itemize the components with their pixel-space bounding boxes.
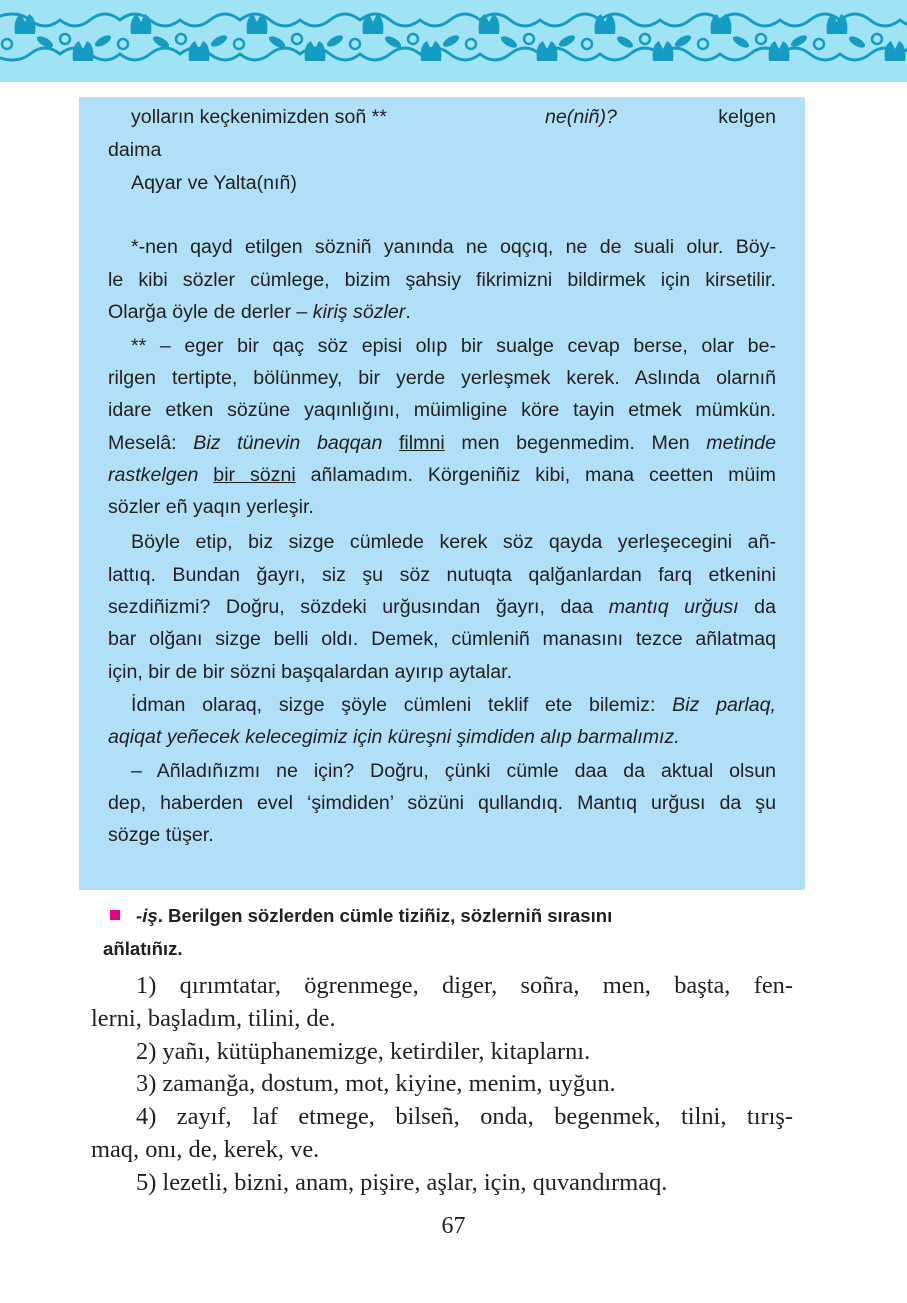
footnote-1-line: *-nen qayd etilgen sözniñ yanında ne oqçıq, ne de suali olur. Böy-: [131, 236, 776, 258]
text-span: kelgen: [718, 106, 776, 128]
text-span: añlamadım. Körgeniñiz kibi, mana ceetten müim: [295, 464, 776, 486]
footnote-2-line: [108, 431, 776, 455]
footnote-1-line: [108, 300, 776, 324]
text-span: men begenmedim. Men: [461, 432, 707, 454]
paragraph-line: dep, haberden evel ‘şimdiden’ sözüni qullandıq. Mantıq urğusı da şu: [108, 792, 776, 814]
footnote-2-line: [108, 463, 776, 487]
text-span: Olarğa öyle de derler –: [108, 301, 313, 323]
example-sentence: aqiqat yeñecek kelecegimiz için küreşni şimdiden alıp barmalımız.: [108, 726, 680, 748]
text-span: da: [738, 596, 776, 618]
floral-ornament-header: [0, 0, 907, 82]
text-span: İdman olaraq, sizge şöyle cümleni teklif ete bilemiz:: [131, 694, 673, 716]
flower-motif: [176, 33, 229, 61]
paragraph-line: bar olğanı sizge belli oldı. Demek, cümleniñ manasını tezce añlatmaq: [108, 628, 776, 650]
page-number: 67: [441, 1213, 466, 1239]
exercise-item: 3) zamanğa, dostum, mot, kiyine, menim, uyğun.: [136, 1070, 616, 1097]
exercise-item: 2) yañı, kütüphanemizge, ketirdiler, kitaplarnı.: [136, 1038, 591, 1065]
flower-motif: [524, 33, 577, 61]
text-span: sezdiñizmi? Doğru, sözdeki urğusından ğayrı, daa: [108, 596, 609, 618]
paragraph-line: lattıq. Bundan ğayrı, siz şu söz nutuqta qalğanlardan farq etkenini: [108, 564, 776, 586]
exercise-title: [136, 904, 612, 928]
exercise-item: lerni, başladım, tilini, de.: [91, 1005, 336, 1032]
footnote-2-line: sözler eñ yaqın yerleşir.: [108, 496, 314, 518]
exercise-item: maq, onı, de, kerek, ve.: [91, 1136, 320, 1163]
flower-motif: [118, 14, 171, 50]
footnote-1-line: le kibi sözler cümlege, bizim şahsiy fikrimizni bildirmek için kirsetilir.: [108, 269, 776, 291]
text-span: . Berilgen sözlerden cümle tiziñiz, sözlerniñ sırasını: [157, 905, 613, 926]
underlined-word: filmni: [398, 432, 445, 454]
paragraph-line: – Añladıñızmı ne için? Doğru, çünki cümle daa da aktual olsun: [131, 760, 776, 782]
footnote-2-line: idare etken sözüne yaqınlığını, müimligine köre tayin etmek mümkün.: [108, 399, 776, 421]
italic-span: Biz tünevin baqqan: [193, 432, 399, 454]
italic-span: Biz parlaq,: [672, 694, 776, 716]
flower-motif: [2, 14, 55, 50]
exercise-item: 5) lezetli, bizni, anam, pişire, aşlar, için, quvandırmaq.: [136, 1169, 668, 1196]
exercise-item: 1) qırımtatar, ögrenmege, diger, soñra, men, başta, fen-: [136, 972, 793, 999]
box-line-2: daima: [108, 139, 162, 161]
paragraph-line: için, bir de bir sözni başqalardan ayırıp aytalar.: [108, 661, 513, 683]
flower-motif: [814, 14, 867, 50]
term-kiris-sozler: kiriş sözler: [312, 301, 406, 323]
box-line-3: Aqyar ve Yalta(nıñ): [131, 172, 297, 194]
exercise-bullet-icon: [110, 910, 120, 920]
footnote-2-line: ** – eger bir qaç söz episi olıp bir sualge cevap berse, olar be-: [131, 335, 776, 357]
floral-ornament-icon: [0, 0, 907, 82]
term-mantiq-urgusi: mantıq urğusı: [608, 596, 739, 618]
italic-span: metinde: [706, 432, 776, 454]
footnote-2-line: rilgen tertipte, bölünmey, bir yerde yerleşmek kerek. Aslında olarnıñ: [108, 367, 776, 389]
paragraph-line: [131, 693, 776, 717]
flower-motif: [60, 33, 113, 61]
italic-span: rastkelgen: [108, 464, 199, 486]
text-span: [198, 464, 213, 486]
flower-motif: [872, 33, 907, 61]
text-span: .: [405, 301, 411, 323]
text-span: yolların keçkenimizden soñ **: [131, 106, 387, 128]
text-span: Meselâ:: [108, 432, 194, 454]
italic-span: ne(niñ)?: [545, 106, 617, 128]
flower-motif: [698, 14, 751, 50]
paragraph-line: [108, 595, 776, 619]
underlined-word: bir sözni: [213, 464, 296, 486]
paragraph-line: sözge tüşer.: [108, 824, 214, 846]
paragraph-line: Böyle etip, biz sizge cümlede kerek söz qayda yerleşecegini añ-: [131, 531, 776, 553]
box-line-1: [131, 105, 776, 129]
exercise-item: 4) zayıf, laf etmege, bilseñ, onda, begenmek, tilni, tırış-: [136, 1103, 793, 1130]
exercise-prefix: -iş: [136, 905, 158, 926]
exercise-title: añlatıñız.: [103, 938, 183, 959]
